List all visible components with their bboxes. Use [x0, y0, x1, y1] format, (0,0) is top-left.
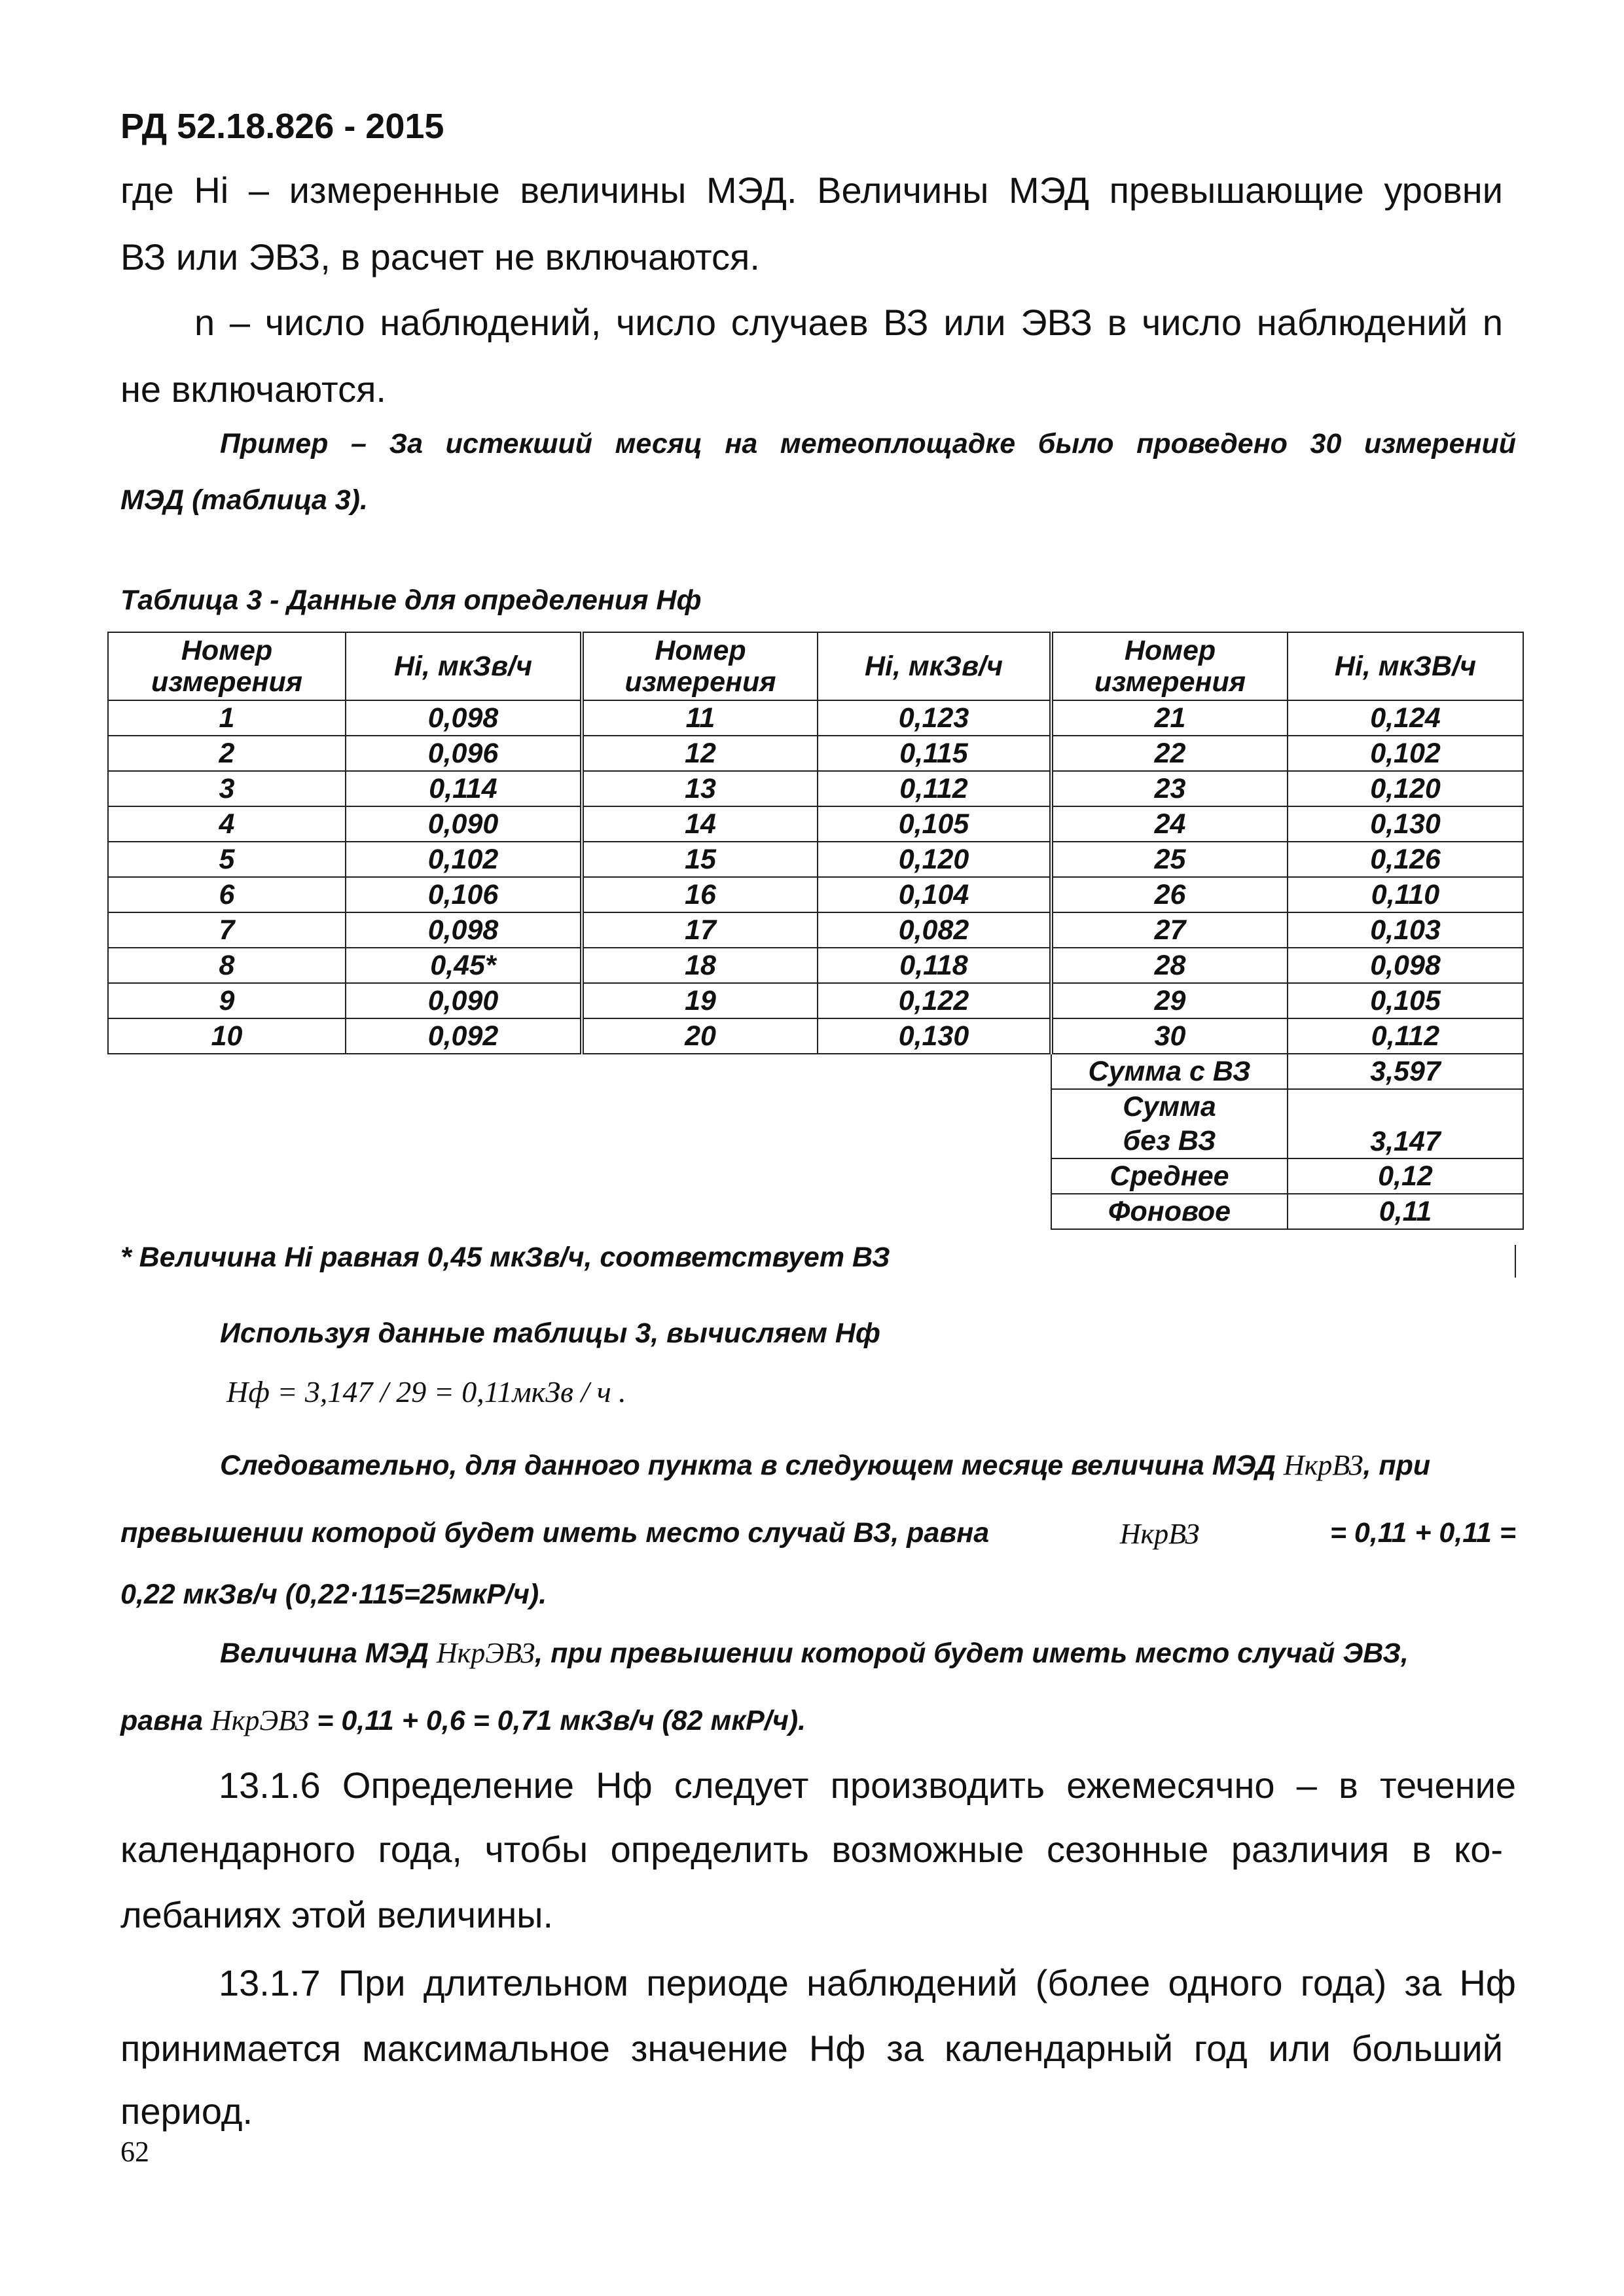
summary-label: Сумма с ВЗ	[1051, 1054, 1288, 1089]
section-1316-line-2: календарного года, чтобы определить возможные сезонные различия в ко-	[120, 1829, 1503, 1870]
conclusion-line-3: 0,22 мкЗв/ч (0,22·115=25мкР/ч).	[120, 1579, 547, 1610]
table-cell: 0,114	[346, 771, 582, 806]
summary-label: Фоновое	[1051, 1194, 1288, 1229]
table-cell: 9	[108, 983, 346, 1018]
conclusion-text: Величина МЭД	[220, 1638, 429, 1669]
table-cell: 13	[582, 771, 818, 806]
conclusion-text: , при	[1363, 1450, 1431, 1481]
summary-value: 0,12	[1288, 1158, 1523, 1194]
table-cell: 20	[582, 1018, 818, 1054]
table-cell: 25	[1051, 842, 1288, 877]
header-cell: Номер измерения	[108, 632, 346, 700]
table-cell: 0,106	[346, 877, 582, 912]
header-cell: Hi, мкЗв/ч	[818, 632, 1051, 700]
table-cell: 0,123	[818, 700, 1051, 736]
table-cell: 0,126	[1288, 842, 1523, 877]
table-cell: 0,104	[818, 877, 1051, 912]
conclusion-line-2	[120, 1517, 1516, 1551]
intro-line-4: не включаются.	[120, 368, 386, 410]
table-cell: 26	[1051, 877, 1288, 912]
intro-line-3: n – число наблюдений, число случаев ВЗ или ЭВЗ в число наблюдений n	[194, 302, 1503, 343]
symbol-h-kr-vz: HкрВЗ	[1283, 1449, 1363, 1481]
table-row	[108, 1018, 1523, 1054]
table-cell: 0,130	[818, 1018, 1051, 1054]
summary-label: Сумма без ВЗ	[1051, 1089, 1288, 1158]
table-cell: 7	[108, 912, 346, 948]
table-row	[108, 842, 1523, 877]
table-cell: 0,45*	[346, 948, 582, 983]
summary-row	[108, 1158, 1523, 1194]
summary-label: Среднее	[1051, 1158, 1288, 1194]
table-cell: 19	[582, 983, 818, 1018]
table-row	[108, 912, 1523, 948]
example-line-2: МЭД (таблица 3).	[120, 484, 368, 516]
example-line-1: Пример – За истекший месяц на метеоплощадке было проведено 30 измерений	[220, 428, 1516, 459]
table-cell: 12	[582, 736, 818, 771]
table-cell: 0,115	[818, 736, 1051, 771]
document-code: РД 52.18.826 - 2015	[120, 107, 444, 146]
symbol-h-kr-evz: HкрЭВЗ	[211, 1704, 310, 1736]
table-cell: 0,112	[1288, 1018, 1523, 1054]
calc-intro: Используя данные таблицы 3, вычисляем Нф	[220, 1318, 880, 1349]
table-cell: 0,110	[1288, 877, 1523, 912]
table-cell: 21	[1051, 700, 1288, 736]
summary-row	[108, 1089, 1523, 1158]
table-footnote: * Величина Hi равная 0,45 мкЗв/ч, соответствует ВЗ	[120, 1242, 890, 1273]
table-cell: 6	[108, 877, 346, 912]
conclusion-text: = 0,11 + 0,11 =	[1329, 1517, 1516, 1549]
table-edge-line	[1515, 1245, 1516, 1278]
table-cell: 2	[108, 736, 346, 771]
table-cell: 14	[582, 806, 818, 842]
summary-value: 3,597	[1288, 1054, 1523, 1089]
table-cell: 17	[582, 912, 818, 948]
table-cell: 16	[582, 877, 818, 912]
table-cell: 18	[582, 948, 818, 983]
header-cell: Hi, мкЗв/ч	[346, 632, 582, 700]
table-cell: 8	[108, 948, 346, 983]
conclusion-text: превышении которой будет иметь место случай ВЗ, равна	[120, 1517, 990, 1549]
table-cell: 4	[108, 806, 346, 842]
intro-line-2: ВЗ или ЭВЗ, в расчет не включаются.	[120, 236, 760, 278]
table-cell: 15	[582, 842, 818, 877]
table-row	[108, 736, 1523, 771]
table-cell: 0,102	[346, 842, 582, 877]
measurement-table	[107, 632, 1524, 1230]
table-cell: 0,105	[818, 806, 1051, 842]
table-cell: 29	[1051, 983, 1288, 1018]
table-cell: 27	[1051, 912, 1288, 948]
table-row	[108, 948, 1523, 983]
table-row	[108, 983, 1523, 1018]
table-row	[108, 771, 1523, 806]
section-1316-line-3: лебаниях этой величины.	[120, 1894, 554, 1935]
section-1317-line-2: принимается максимальное значение Нф за календарный год или больший	[120, 2028, 1503, 2069]
table-cell: 0,124	[1288, 700, 1523, 736]
table-cell: 0,090	[346, 806, 582, 842]
table-cell: 0,130	[1288, 806, 1523, 842]
header-cell: Номер измерения	[582, 632, 818, 700]
conclusion-text: = 0,11 + 0,6 = 0,71 мкЗв/ч (82 мкР/ч).	[317, 1705, 806, 1736]
symbol-h-kr-evz: HкрЭВЗ	[436, 1637, 535, 1669]
table-cell: 0,120	[818, 842, 1051, 877]
section-1317-line-3: период.	[120, 2090, 253, 2132]
header-cell: Hi, мкЗВ/ч	[1288, 632, 1523, 700]
table-cell: 0,082	[818, 912, 1051, 948]
conclusion-text: , при превышении которой будет иметь место случай ЭВЗ,	[535, 1638, 1409, 1669]
table-cell: 0,090	[346, 983, 582, 1018]
summary-row	[108, 1054, 1523, 1089]
table-cell: 0,098	[346, 912, 582, 948]
table-cell: 0,098	[346, 700, 582, 736]
table-cell: 5	[108, 842, 346, 877]
table-row	[108, 877, 1523, 912]
table-cell: 0,098	[1288, 948, 1523, 983]
table-cell: 30	[1051, 1018, 1288, 1054]
summary-row	[108, 1194, 1523, 1229]
conclusion-line-5	[120, 1704, 806, 1737]
page-number: 62	[120, 2136, 149, 2168]
table-cell: 0,112	[818, 771, 1051, 806]
table-cell: 0,105	[1288, 983, 1523, 1018]
table-cell: 0,102	[1288, 736, 1523, 771]
table-row	[108, 700, 1523, 736]
table-cell: 11	[582, 700, 818, 736]
table-cell: 0,096	[346, 736, 582, 771]
section-1316-line-1: 13.1.6 Определение Нф следует производить ежемесячно – в течение	[219, 1765, 1516, 1806]
table-cell: 0,118	[818, 948, 1051, 983]
conclusion-text: Следовательно, для данного пункта в следующем месяце величина МЭД	[220, 1450, 1276, 1481]
table-cell: 0,120	[1288, 771, 1523, 806]
summary-value: 0,11	[1288, 1194, 1523, 1229]
table-cell: 3	[108, 771, 346, 806]
conclusion-text: равна	[120, 1705, 204, 1736]
table-caption: Таблица 3 - Данные для определения Нф	[120, 584, 702, 616]
table-header-row	[108, 632, 1523, 700]
table-cell: 22	[1051, 736, 1288, 771]
section-1317-line-1: 13.1.7 При длительном периоде наблюдений (более одного года) за Нф	[219, 1962, 1516, 2003]
summary-value: 3,147	[1288, 1089, 1523, 1158]
table-cell: 0,103	[1288, 912, 1523, 948]
table-cell: 1	[108, 700, 346, 736]
table-cell: 23	[1051, 771, 1288, 806]
formula: Hф = 3,147 / 29 = 0,11мкЗв / ч .	[226, 1375, 626, 1408]
table-cell: 28	[1051, 948, 1288, 983]
conclusion-line-1	[220, 1448, 1430, 1482]
table-cell: 0,092	[346, 1018, 582, 1054]
symbol-h-kr-vz: HкрВЗ	[1119, 1518, 1200, 1550]
table-row	[108, 806, 1523, 842]
intro-line-1: где Hi – измеренные величины МЭД. Величины МЭД превышающие уровни	[120, 170, 1503, 211]
table-cell: 0,122	[818, 983, 1051, 1018]
conclusion-line-4	[220, 1636, 1409, 1670]
header-cell: Номер измерения	[1051, 632, 1288, 700]
table-cell: 10	[108, 1018, 346, 1054]
table-cell: 24	[1051, 806, 1288, 842]
